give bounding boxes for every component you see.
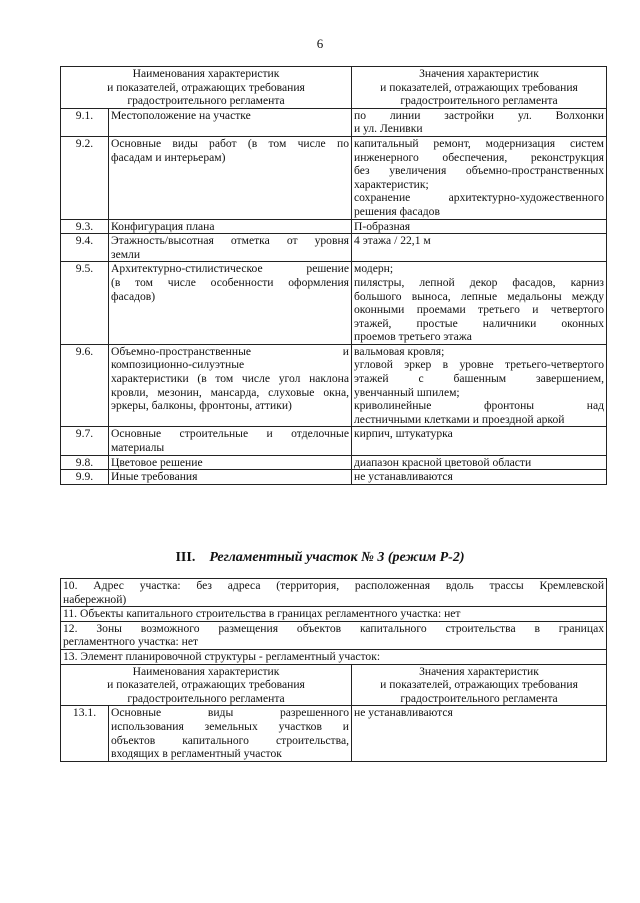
header-right-line: градостроительного регламента [400, 94, 558, 108]
row-number: 9.2. [61, 136, 109, 219]
row-number: 9.3. [61, 219, 109, 234]
table-row [61, 136, 607, 219]
row-value-line: этажей с башенным завершением, [354, 372, 604, 386]
header-right-line: Значения характеристик [419, 67, 539, 80]
row-value-line: сохранение архитектурно-художественного [354, 191, 604, 205]
row-value-line: без увеличения объемно-пространственных [354, 164, 604, 178]
row-value [352, 136, 607, 219]
header-left-line: градостроительного регламента [127, 691, 285, 705]
row-name-line: Архитектурно-стилистическое решение [111, 262, 349, 276]
row-name [109, 219, 352, 234]
table-row [61, 455, 607, 470]
header-left-line: Наименования характеристик [132, 664, 280, 678]
row-value-line: вальмовая кровля; [354, 344, 445, 358]
row-value-line: 4 этажа / 22,1 м [354, 234, 431, 248]
row-value-line: проемов третьего этажа [354, 330, 472, 344]
header-left-cell [61, 664, 352, 706]
row-value-line: этажей, простые наличники оконных [354, 316, 604, 330]
table-row [61, 607, 607, 622]
row-number: 9.1. [61, 108, 109, 136]
row-value-line: криволинейные фронтоны над [354, 399, 604, 413]
page-number: 6 [316, 36, 324, 51]
row-value-line: модерн; [354, 262, 394, 276]
row-name [109, 706, 352, 761]
row-value [352, 108, 607, 136]
header-left-line: Наименования характеристик [132, 67, 280, 80]
section-roman-numeral: III. [175, 550, 196, 565]
table-row [61, 579, 607, 607]
row-name [109, 262, 352, 345]
row-number: 13.1. [61, 706, 109, 761]
header-left-line: и показателей, отражающих требования [107, 678, 305, 692]
row-number: 9.9. [61, 470, 109, 485]
row-name-line: Местоположение на участке [111, 108, 251, 122]
row-value-line: диапазон красной цветовой области [354, 455, 532, 469]
table-row [61, 108, 607, 136]
row-value-line: лестничными клетками и проездной аркой [354, 412, 565, 426]
row-value [352, 344, 607, 427]
row-value [352, 234, 607, 262]
table-row [61, 621, 607, 649]
row-value-line: решения фасадов [354, 204, 440, 218]
row-number: 9.6. [61, 344, 109, 427]
row-name-line: Основные виды разрешенного [111, 706, 349, 720]
row-value-line: угловой эркер в уровне третьего-четвертого [354, 358, 604, 372]
objects-cell: 11. Объекты капитального строительства в границах регламентного участка: нет [61, 607, 607, 622]
row-name [109, 344, 352, 427]
row-value-line: не устанавливаются [354, 706, 453, 720]
zones-cell [61, 621, 607, 649]
table-row [61, 706, 607, 761]
address-cell [61, 579, 607, 607]
characteristics-table-9 [60, 66, 607, 485]
row-value-line: капитальный ремонт, модернизация систем [354, 136, 604, 150]
row-name [109, 136, 352, 219]
row-value [352, 262, 607, 345]
row-name-line: Основные строительные и отделочные [111, 427, 349, 441]
zones-line: 12. Зоны возможного размещения объектов капитального строительства в границах [63, 621, 605, 635]
zones-line: регламентного участка: нет [63, 635, 199, 649]
row-value [352, 455, 607, 470]
row-name [109, 470, 352, 485]
table-row [61, 219, 607, 234]
row-name-line: Цветовое решение [111, 455, 203, 469]
row-value [352, 219, 607, 234]
header-left-line: градостроительного регламента [127, 94, 285, 108]
row-value-line: большого выноса, лепные медальоны между [354, 289, 604, 303]
row-name-line: композиционно-силуэтные [111, 358, 245, 372]
row-name-line: эркеры, балконы, фронтоны, аттики) [111, 399, 292, 413]
row-name-line: фасадов) [111, 289, 156, 303]
table-row [61, 649, 607, 664]
row-name-line: входящих в регламентный участок [111, 747, 282, 761]
header-right-line: и показателей, отражающих требования [380, 80, 578, 94]
table-header-row [61, 664, 607, 706]
row-value-line: и ул. Ленивки [354, 122, 423, 136]
row-name [109, 427, 352, 455]
row-number: 9.5. [61, 262, 109, 345]
row-value-line: увенчанный шпилем; [354, 385, 460, 399]
row-value-line: инженерного обеспечения, реконструкция [354, 150, 604, 164]
header-right-line: и показателей, отражающих требования [380, 678, 578, 692]
row-name-line: Основные виды работ (в том числе по [111, 136, 349, 150]
row-name-line: фасадам и интерьерам) [111, 150, 226, 164]
row-value [352, 706, 607, 761]
row-name-line: характеристики (в том числе угол наклона [111, 372, 349, 386]
row-name-line: Этажность/высотная отметка от уровня [111, 234, 349, 248]
row-number: 9.7. [61, 427, 109, 455]
row-name-line: объектов капитального строительства, [111, 733, 349, 747]
section-title-text: Регламентный участок № 3 (режим Р-2) [209, 550, 465, 565]
row-name [109, 234, 352, 262]
row-name [109, 108, 352, 136]
header-right-cell [352, 664, 607, 706]
row-name-line: Объемно-пространственные и [111, 344, 349, 358]
row-name-line: (в том числе особенности оформления [111, 275, 349, 289]
row-value-line: характеристик; [354, 177, 429, 191]
row-number: 9.8. [61, 455, 109, 470]
row-name-line: Конфигурация плана [111, 219, 215, 233]
table-header-row [61, 67, 607, 109]
table-row [61, 234, 607, 262]
row-value-line: П-образная [354, 219, 411, 233]
header-left-line: и показателей, отражающих требования [107, 80, 305, 94]
table-row [61, 470, 607, 485]
row-name-line: использования земельных участков и [111, 719, 349, 733]
row-number: 9.4. [61, 234, 109, 262]
header-right-line: Значения характеристик [419, 664, 539, 678]
row-value-line: пилястры, лепной декор фасадов, карниз [354, 275, 604, 289]
address-line: 10. Адрес участка: без адреса (территория, расположенная вдоль трассы Кремлевской [63, 579, 605, 592]
section-heading [0, 550, 640, 566]
row-name-line: материалы [111, 441, 165, 455]
header-left-cell [61, 67, 352, 109]
site-table-3 [60, 578, 607, 762]
planning-element-cell: 13. Элемент планировочной структуры - регламентный участок: [61, 649, 607, 664]
row-value-line: кирпич, штукатурка [354, 427, 453, 441]
table-row [61, 427, 607, 455]
table-row [61, 262, 607, 345]
row-name-line: кровли, мезонин, мансарда, слуховые окна, [111, 385, 349, 399]
row-name-line: земли [111, 247, 141, 261]
row-value [352, 470, 607, 485]
header-right-line: градостроительного регламента [400, 691, 558, 705]
row-value-line: по линии застройки ул. Волхонки [354, 108, 604, 122]
row-name [109, 455, 352, 470]
row-value-line: оконными проемами третьего и четвертого [354, 303, 604, 317]
table-row [61, 344, 607, 427]
row-value [352, 427, 607, 455]
row-value-line: не устанавливаются [354, 470, 453, 484]
header-right-cell [352, 67, 607, 109]
address-line: набережной) [63, 592, 127, 606]
row-name-line: Иные требования [111, 470, 198, 484]
